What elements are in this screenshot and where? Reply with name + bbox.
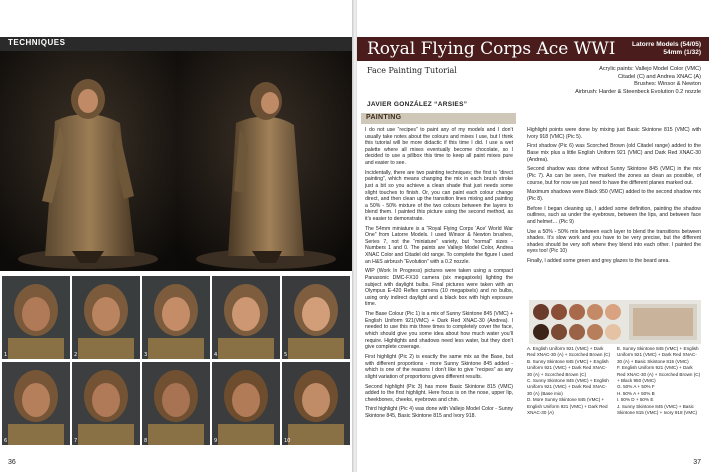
materials-item: Brushes: Winsor & Newton: [634, 81, 701, 87]
wip-photo: [282, 276, 350, 359]
section-label: TECHNIQUES: [8, 38, 66, 47]
paragraph: Before I began cleaning up, I added some definition, painting the shadow outlines, such as under the eyebrows, between the lips, and between face and helmet… (Pic 9): [527, 205, 701, 225]
section-heading: PAINTING: [366, 114, 402, 121]
wip-photo: [142, 362, 210, 445]
wip-photo: [72, 362, 140, 445]
figure-photo-front: [0, 51, 176, 271]
photo-number: 4: [214, 352, 218, 358]
paragraph: The Base Colour (Pic 1) is a mix of Sunny Skintone 845 (VMC) + English Uniform 921(VMC) + Dark Red XNAC-30 (Andrea). I needed to use this mix three times to completely cover the face, which should give you some idea about how much water you’ll require. Highlights and shadows need less water, but they don’t give complete coverage.: [365, 311, 513, 351]
paragraph: The 54mm miniature is a “Royal Flying Corps ‘Ace’ World War One” from Latorre Models. I used Winsor & Newton brushes, Series 7, not the “miniature” variety, but “normal” sizes - Numbers 1 and 0. The paints are Vallejo Model Color, Andrea XNAC Color and Citadel old range. To complete the figure I used an H&S airbrush “Evolution” with a 0.2 nozzle.: [365, 225, 513, 265]
wip-photo: [212, 362, 280, 445]
legend-item: E. Sunny Skintone 845 (VMC) + English Uniform 921 (VMC) + Dark Red XNAC-30 (A) + Basic Skintone 815 (VMC): [617, 346, 699, 364]
text-column-2: [527, 127, 701, 268]
scale: 54mm (1/32): [663, 49, 701, 56]
left-page: [0, 0, 352, 472]
materials-item: Airbrush: Harder & Steenbeck Evolution 0.2 nozzle: [575, 88, 701, 95]
section-heading-bar: [361, 113, 516, 124]
legend-item: F. English Uniform 921 (VMC) + Dark Red XNAC-30 (A) + Scorched Brown (C) + Black 950 (VMC): [617, 365, 701, 384]
wip-photo: [282, 362, 350, 445]
photo-number: 1: [4, 352, 8, 358]
legend-item: H. 50% A + 50% B: [617, 390, 655, 396]
paragraph: Third highlight (Pic 4) was done with Vallejo Model Color - Sunny Skintone 845, Basic Skintone 815 and Ivory 918.: [365, 406, 513, 420]
photo-number: 6: [4, 438, 8, 444]
materials-list: [575, 66, 701, 96]
legend-item: A. English Uniform 921 (VMC) + Dark Red XNAC-30 (A) + Scorched Brown (C): [527, 346, 611, 358]
photo-number: 9: [214, 438, 218, 444]
paragraph: Second shadow was done without Sunny Skintone 845 (VMC) in the mix (Pic 7). As can be seen, I’ve marked the zones as clean as possible, of course, but for now we just need to have the different planes marked out.: [527, 166, 701, 186]
paragraph: Incidentally, there are two painting techniques; the first is “direct painting”, which means changing the mix in each brush stroke just a bit so you achieve a clean shade that just needs some slight touches to finish. Or, you can paint each colour change direct, and then clean up the transition lines mixing and painting a 50% - 50% mixture of the two colours between the layers to blend them. I painted this picture using the second method, as it’s easier to demonstrate.: [365, 169, 513, 222]
materials-item: Citadel (C) and Andrea XNAC (A): [617, 73, 701, 80]
figure-photo-side: [176, 51, 352, 271]
photo-number: 2: [74, 352, 78, 358]
right-page: [357, 0, 709, 472]
paragraph: First highlight (Pic 2) is exactly the same mix as the Base, but with different proportions - more Sunny Skintone 845 added - which is one of the reasons I don’t like to give “recipes” as any slight variation of proportions gives different results.: [365, 353, 513, 380]
paragraph: Use a 50% - 50% mix between each layer to blend the transitions between shades. It’s slow work and you have to be very precise, but the different shades should be very soft where they blend into each other. I painted the eyes too! (Pic 10): [527, 228, 701, 255]
title-bar: [357, 37, 709, 61]
materials-item: Acrylic paints: Vallejo Model Color (VMC): [599, 66, 701, 72]
page-number-right: 37: [693, 459, 701, 466]
article-title: Royal Flying Corps Ace WWI: [367, 39, 616, 59]
wip-photo: [2, 276, 70, 359]
photo-number: 8: [144, 438, 148, 444]
paragraph: Finally, I added some green and grey glazes to the beard area.: [527, 258, 670, 265]
wip-photo: [212, 276, 280, 359]
section-header-bar: [0, 37, 352, 51]
palette-legend: [527, 346, 701, 456]
wip-photo: [2, 362, 70, 445]
paragraph: WIP (Work In Progress) pictures were taken using a compact Panasonic DMC-FX10 camera (six megapixels) lighting the subject with daylight bulbs. Final pictures were taken with an Olympus E-420 Reflex camera (10 megapixels) and no bulbs, using only indirect daylight and a black box with high exposure time.: [365, 268, 513, 308]
photo-number: 3: [144, 352, 148, 358]
article-subtitle: Face Painting Tutorial: [367, 66, 457, 75]
photo-number: 7: [74, 438, 78, 444]
text-column-1: [365, 127, 513, 423]
photo-number: 10: [284, 438, 291, 444]
legend-item: B. Sunny Skintone 845 (VMC) + English Uniform 921 (VMC) + Dark Red XNAC-30 (A) + Scorched Brown (C): [527, 358, 609, 377]
legend-item: D. More Sunny Skintone 845 (VMC) + English Uniform 921 (VMC) + Dark Red XNAC-30 (A): [527, 397, 608, 416]
wip-photo: [72, 276, 140, 359]
wip-photo: [142, 276, 210, 359]
legend-item: G. 50% A + 50% F: [617, 384, 655, 390]
legend-item: I. 50% D + 50% E: [617, 397, 654, 403]
publisher-info: [632, 41, 701, 57]
legend-column-1: [527, 346, 611, 416]
photo-number: 5: [284, 352, 288, 358]
paragraph: Maximum shadows were Black 950 (VMC) added to the second shadow mix (Pic 8).: [527, 189, 701, 202]
legend-item: C. Sunny Skintone 845 (VMC) + English Uniform 921 (VMC) + Dark Red XNAC-30 (A) (Base mix): [527, 378, 609, 396]
paint-palette-photo: [529, 300, 701, 344]
paragraph: Highlight points were done by mixing just Basic Skintone 815 (VMC) with Ivory 918 (VMC) (Pic 5).: [527, 127, 701, 140]
legend-column-2: [617, 346, 701, 416]
author-name: JAVIER GONZÁLEZ “ARSIES”: [367, 101, 468, 108]
paragraph: Second highlight (Pic 3) has more Basic Skintone 815 (VMC) added to the first highlight. Here focus is on the nose, upper lip, cheekbones, cheeks, eyebrows and chin.: [365, 383, 513, 403]
publisher: Latorre Models (54/05): [632, 41, 701, 48]
paragraph: First shadow (Pic 6) was Scorched Brown (old Citadel range) added to the Base mix plus a little English Uniform 921 (VMC) and Dark Red XNAC-30 (Andrea).: [527, 143, 701, 163]
wip-photo-grid: [0, 276, 352, 446]
page-number-left: 36: [8, 459, 16, 466]
legend-item: J. Sunny Skintone 845 (VMC) + Basic Skintone 815 (VMC) + Ivory 918 (VMC): [617, 403, 698, 416]
paragraph: I do not use “recipes” to paint any of my models and I don’t usually take notes about the colours and mixes I use, but I think this tutorial will be more didactic if this time I did. I use a wet palette where all mixes eventually become chocolate, so I decided to use a pillbox this time to keep all paint mixes pure and easier to see.: [365, 127, 513, 166]
